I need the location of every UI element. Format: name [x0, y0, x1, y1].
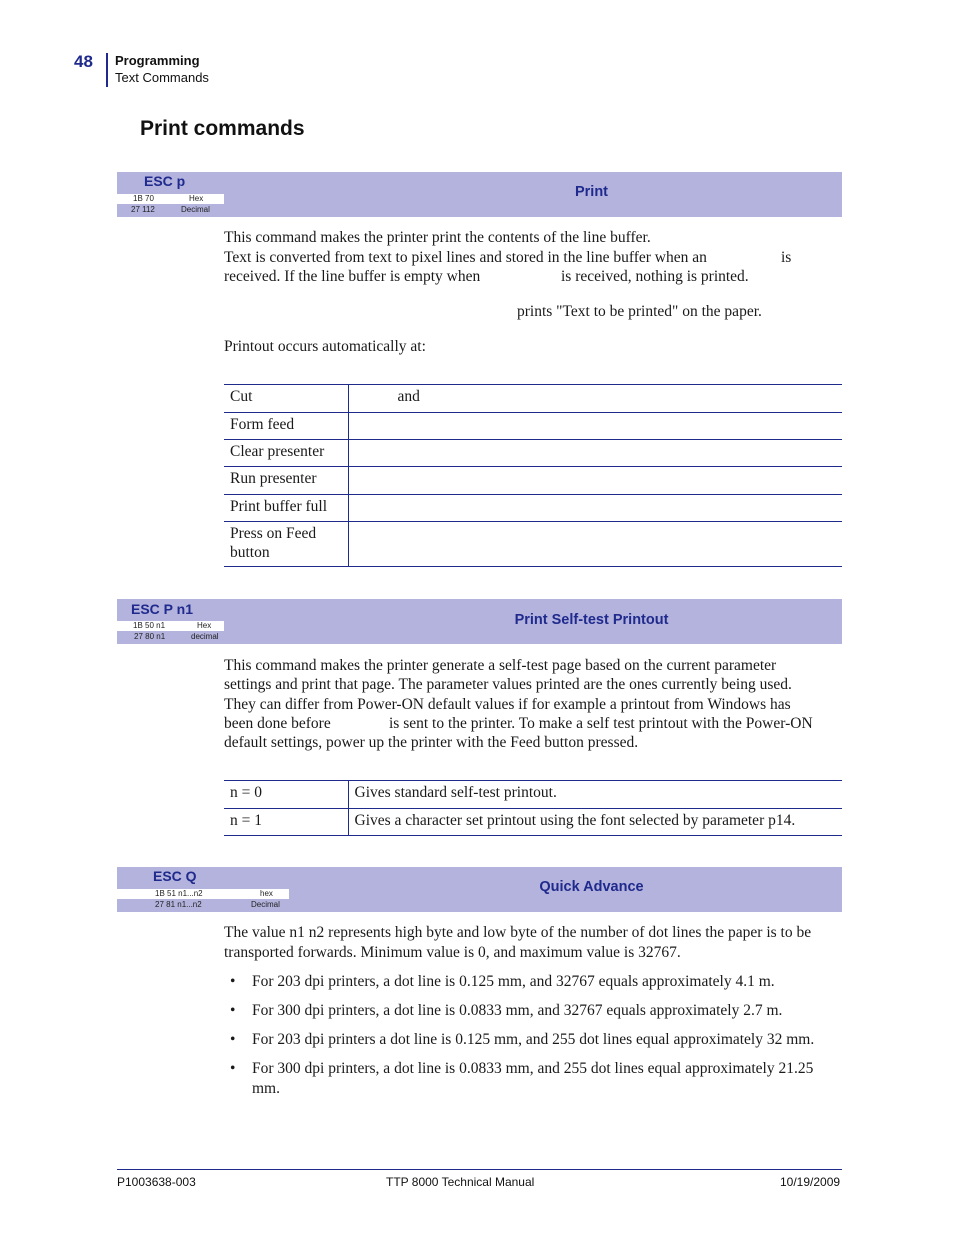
paragraph-line: Text is converted from text to pixel lines and stored in the line buffer when an: [224, 249, 707, 266]
table-row: [224, 781, 842, 809]
command-header-esc-q: [117, 867, 842, 912]
paragraph-line: is sent to the printer. To make a self test printout with the Power-ON: [389, 715, 813, 732]
paragraph-line: This command makes the printer print the contents of the line buffer.: [224, 229, 651, 246]
table-cell: n = 0: [224, 781, 348, 809]
table-row: [224, 413, 842, 440]
command-code: ESC P n1: [131, 601, 193, 617]
paragraph-line: settings and print that page. The parameter values printed are the ones currently being used.: [224, 676, 792, 693]
table-cell: [348, 413, 842, 440]
table-cell: Cut: [224, 385, 348, 413]
footer-doc-number: P1003638-003: [117, 1175, 196, 1189]
paragraph-line: The value n1 n2 represents high byte and low byte of the number of dot lines the paper is to be: [224, 924, 812, 941]
table-cell: Press on Feed button: [224, 522, 348, 567]
table-row: [224, 522, 842, 567]
paragraph-line: transported forwards. Minimum value is 0, and maximum value is 32767.: [224, 944, 681, 961]
table-cell: Gives a character set printout using the font selected by parameter p14.: [348, 809, 842, 836]
page-heading: Print commands: [140, 117, 305, 140]
table-row: [224, 385, 842, 413]
command-title: Print Self-test Printout: [514, 612, 669, 628]
paragraph-line: This command makes the printer generate a self-test page based on the current parameter: [224, 657, 777, 674]
command-header-esc-p: [117, 172, 842, 217]
table-row: [224, 809, 842, 836]
table-cell: Form feed: [224, 413, 348, 440]
command-code: ESC Q: [153, 868, 197, 884]
table-cell: Print buffer full: [224, 495, 348, 522]
header-section: Programming: [115, 53, 200, 68]
command-title: Quick Advance: [539, 879, 644, 895]
paragraph-line: default settings, power up the printer with the Feed button pressed.: [224, 734, 639, 751]
table-cell: [348, 495, 842, 522]
paragraph-line: They can differ from Power-ON default values if for example a printout from Windows has: [224, 696, 791, 713]
table-cell: Clear presenter: [224, 440, 348, 467]
selftest-parameter-table: [224, 780, 842, 836]
table-cell: Gives standard self-test printout.: [348, 781, 842, 809]
list-item: • For 300 dpi printers, a dot line is 0.0833 mm, and 32767 equals approximately 2.7 m.: [230, 1002, 783, 1019]
table-row: [224, 467, 842, 495]
list-item: • For 203 dpi printers, a dot line is 0.125 mm, and 32767 equals approximately 4.1 m.: [230, 973, 775, 990]
table-cell: [348, 467, 842, 495]
command-title: Print: [574, 184, 609, 200]
paragraph-line: been done before: [224, 715, 331, 732]
page-number: 48: [74, 52, 93, 71]
table-row: [224, 495, 842, 522]
list-item: • For 203 dpi printers a dot line is 0.125 mm, and 255 dot lines equal approximately 32 mm.: [230, 1031, 815, 1048]
hex-row: 1B 70 Hex: [117, 194, 224, 204]
auto-print-table: [224, 384, 842, 567]
header-subsection: Text Commands: [115, 70, 209, 85]
table-cell: [348, 522, 842, 567]
footer-manual-title: TTP 8000 Technical Manual: [386, 1175, 535, 1189]
paragraph-line: is: [781, 249, 792, 266]
hex-row: 1B 50 n1 Hex: [117, 621, 224, 631]
table-cell: [348, 440, 842, 467]
table-cell: and: [348, 385, 842, 413]
example-text: prints "Text to be printed" on the paper.: [517, 303, 762, 320]
table-row: [224, 440, 842, 467]
list-item: • For 300 dpi printers, a dot line is 0.0833 mm, and 255 dot lines equal approximately 21.25 mm.: [230, 1060, 814, 1097]
paragraph-line: is received, nothing is printed.: [561, 268, 749, 285]
footer-divider: [117, 1169, 842, 1170]
hex-row: 1B 51 n1...n2 hex: [117, 889, 289, 899]
auto-print-intro: Printout occurs automatically at:: [224, 338, 426, 355]
command-code: ESC p: [144, 173, 186, 189]
command-header-esc-p-n1: [117, 599, 842, 644]
decimal-row: 27 80 n1 decimal: [134, 632, 219, 641]
decimal-row: 27 81 n1...n2 Decimal: [155, 900, 280, 909]
table-cell: n = 1: [224, 809, 348, 836]
footer-date: 10/19/2009: [780, 1175, 841, 1189]
header-divider: [106, 53, 108, 87]
paragraph-line: received. If the line buffer is empty when: [224, 268, 481, 285]
dot-line-bullet-list: [224, 972, 844, 1108]
table-cell: Run presenter: [224, 467, 348, 495]
decimal-row: 27 112 Decimal: [131, 205, 210, 214]
